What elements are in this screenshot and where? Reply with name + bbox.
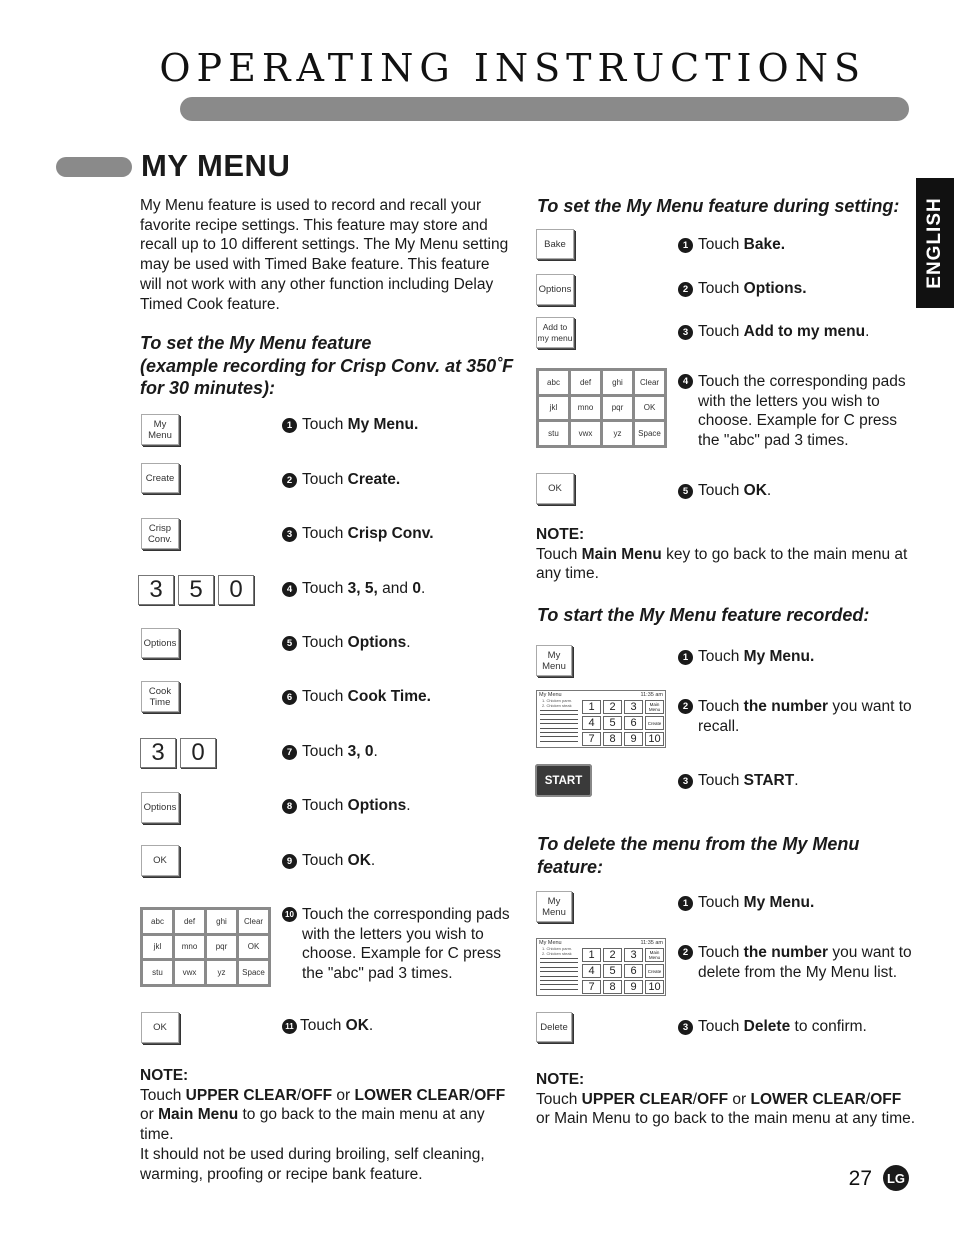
key-jkl[interactable]: jkl bbox=[143, 936, 172, 959]
number-keys-30 bbox=[140, 738, 216, 768]
key-ok[interactable]: OK bbox=[635, 397, 664, 420]
screen-time: 11:35 am bbox=[640, 692, 663, 698]
add-to-my-menu-button[interactable]: Add to my menu bbox=[536, 317, 574, 348]
recall-3-button[interactable]: 3 bbox=[624, 948, 643, 962]
key-vwx[interactable]: vwx bbox=[571, 422, 600, 445]
right-heading-1: To set the My Menu feature during setting: bbox=[537, 196, 900, 216]
right-heading-3: To delete the menu from the My Menu feature: bbox=[537, 834, 860, 877]
number-key-5[interactable]: 5 bbox=[178, 575, 214, 605]
lg-logo-icon: LG bbox=[883, 1165, 909, 1191]
my-menu-screen bbox=[536, 938, 666, 996]
my-menu-screen bbox=[536, 690, 666, 748]
key-space[interactable]: Space bbox=[239, 961, 268, 984]
key-abc[interactable]: abc bbox=[143, 910, 172, 933]
recall-4-button[interactable]: 4 bbox=[582, 964, 601, 978]
right-step-5: 5 Touch OK. bbox=[678, 481, 771, 501]
key-yz[interactable]: yz bbox=[207, 961, 236, 984]
recall-2-button[interactable]: 2 bbox=[603, 700, 622, 714]
page-number: 27 bbox=[848, 1167, 872, 1190]
recall-9-button[interactable]: 9 bbox=[624, 980, 643, 994]
screen-number-grid bbox=[582, 700, 664, 746]
right-step-1: 1 Touch Bake. bbox=[678, 235, 785, 255]
options-button[interactable]: Options bbox=[141, 792, 179, 823]
options-button[interactable]: Options bbox=[141, 628, 179, 658]
delete-button[interactable]: Delete bbox=[536, 1012, 572, 1042]
recall-6-button[interactable]: 6 bbox=[624, 964, 643, 978]
delete-step-2: 2 Touch the number you want to delete from the My Menu list. bbox=[678, 943, 914, 982]
start-step-3: 3 Touch START. bbox=[678, 771, 799, 791]
start-step-2: 2 Touch the number you want to recall. bbox=[678, 697, 914, 736]
section-title: MY MENU bbox=[141, 148, 291, 183]
my-menu-button[interactable]: My Menu bbox=[536, 891, 572, 922]
key-stu[interactable]: stu bbox=[539, 422, 568, 445]
left-step-2: 2 Touch Create. bbox=[282, 470, 400, 490]
main-menu-button[interactable]: Main Menu bbox=[645, 700, 664, 714]
number-key-0[interactable]: 0 bbox=[180, 738, 216, 768]
key-ok[interactable]: OK bbox=[239, 936, 268, 959]
key-clear[interactable]: Clear bbox=[635, 371, 664, 394]
my-menu-button[interactable]: My Menu bbox=[141, 414, 179, 445]
left-step-1: 1 Touch My Menu. bbox=[282, 415, 418, 435]
key-def[interactable]: def bbox=[571, 371, 600, 394]
screen-list-lines bbox=[540, 958, 578, 993]
key-clear[interactable]: Clear bbox=[239, 910, 268, 933]
recall-10-button[interactable]: 10 bbox=[645, 980, 664, 994]
recall-6-button[interactable]: 6 bbox=[624, 716, 643, 730]
ok-button[interactable]: OK bbox=[536, 473, 574, 504]
key-pqr[interactable]: pqr bbox=[603, 397, 632, 420]
create-button[interactable]: Create bbox=[141, 463, 179, 493]
cook-time-button[interactable]: Cook Time bbox=[141, 681, 179, 712]
key-yz[interactable]: yz bbox=[603, 422, 632, 445]
screen-title: My Menu bbox=[539, 692, 562, 698]
key-space[interactable]: Space bbox=[635, 422, 664, 445]
left-step-3: 3 Touch Crisp Conv. bbox=[282, 524, 434, 544]
recall-2-button[interactable]: 2 bbox=[603, 948, 622, 962]
recall-5-button[interactable]: 5 bbox=[603, 716, 622, 730]
right-note-1: NOTE: Touch Main Menu key to go back to the main menu at any time. bbox=[536, 526, 908, 583]
recall-9-button[interactable]: 9 bbox=[624, 732, 643, 746]
left-step-10: 10 Touch the corresponding pads with the letters you wish to choose. Example for C press the "abc" pad 3 times. bbox=[282, 905, 518, 984]
key-stu[interactable]: stu bbox=[143, 961, 172, 984]
key-mno[interactable]: mno bbox=[571, 397, 600, 420]
bake-button[interactable]: Bake bbox=[536, 229, 574, 259]
left-step-4: 4 Touch 3, 5, and 0. bbox=[282, 579, 425, 599]
number-keys-350 bbox=[138, 575, 254, 605]
create-button[interactable]: Create bbox=[645, 716, 664, 730]
recall-7-button[interactable]: 7 bbox=[582, 732, 601, 746]
right-step-4: 4 Touch the corresponding pads with the letters you wish to choose. Example for C press the "abc" pad 3 times. bbox=[678, 372, 914, 451]
header-title: OPERATING INSTRUCTIONS bbox=[159, 46, 866, 90]
key-ghi[interactable]: ghi bbox=[207, 910, 236, 933]
recall-7-button[interactable]: 7 bbox=[582, 980, 601, 994]
key-ghi[interactable]: ghi bbox=[603, 371, 632, 394]
letter-keypad bbox=[140, 907, 271, 987]
left-heading: To set the My Menu feature (example recording for Crisp Conv. at 350˚F for 30 minutes): bbox=[140, 333, 514, 398]
recall-8-button[interactable]: 8 bbox=[603, 980, 622, 994]
key-mno[interactable]: mno bbox=[175, 936, 204, 959]
number-key-0[interactable]: 0 bbox=[218, 575, 254, 605]
right-heading-2: To start the My Menu feature recorded: bbox=[537, 605, 870, 625]
screen-list: 1. Chicken parm. 2. Chicken steak bbox=[542, 698, 573, 708]
section-pill bbox=[56, 157, 132, 177]
right-note-2: NOTE: Touch UPPER CLEAR/OFF or LOWER CLEAR/OFF or Main Menu to go back to the main menu at any time. bbox=[536, 1071, 916, 1128]
delete-step-1: 1 Touch My Menu. bbox=[678, 893, 814, 913]
left-step-8: 8 Touch Options. bbox=[282, 796, 411, 816]
recall-8-button[interactable]: 8 bbox=[603, 732, 622, 746]
key-abc[interactable]: abc bbox=[539, 371, 568, 394]
right-step-3: 3 Touch Add to my menu. bbox=[678, 322, 869, 342]
left-step-11: 11 Touch OK. bbox=[282, 1016, 373, 1036]
screen-list: 1. Chicken parm. 2. Chicken steak bbox=[542, 946, 573, 956]
left-step-5: 5 Touch Options. bbox=[282, 633, 411, 653]
ok-button[interactable]: OK bbox=[141, 845, 179, 876]
right-step-2: 2 Touch Options. bbox=[678, 279, 807, 299]
header-bar bbox=[180, 97, 909, 121]
left-note: NOTE: Touch UPPER CLEAR/OFF or LOWER CLEAR/OFF or Main Menu to go back to the main menu at any time. It should not be used during broiling, self cleaning, warming, proofing or recipe bank feature. bbox=[140, 1067, 506, 1183]
key-pqr[interactable]: pqr bbox=[207, 936, 236, 959]
recall-10-button[interactable]: 10 bbox=[645, 732, 664, 746]
number-key-3[interactable]: 3 bbox=[138, 575, 174, 605]
left-step-9: 9 Touch OK. bbox=[282, 851, 375, 871]
left-step-7: 7 Touch 3, 0. bbox=[282, 742, 378, 762]
start-step-1: 1 Touch My Menu. bbox=[678, 647, 814, 667]
recall-1-button[interactable]: 1 bbox=[582, 700, 601, 714]
recall-1-button[interactable]: 1 bbox=[582, 948, 601, 962]
screen-title: My Menu bbox=[539, 940, 562, 946]
delete-step-3: 3 Touch Delete to confirm. bbox=[678, 1017, 867, 1037]
left-step-6: 6 Touch Cook Time. bbox=[282, 687, 431, 707]
main-menu-button[interactable]: Main Menu bbox=[645, 948, 664, 962]
key-def[interactable]: def bbox=[175, 910, 204, 933]
language-tab: ENGLISH bbox=[916, 178, 954, 308]
screen-number-grid bbox=[582, 948, 664, 994]
recall-3-button[interactable]: 3 bbox=[624, 700, 643, 714]
recall-4-button[interactable]: 4 bbox=[582, 716, 601, 730]
options-button[interactable]: Options bbox=[536, 274, 574, 305]
ok-button[interactable]: OK bbox=[141, 1012, 179, 1043]
screen-list-lines bbox=[540, 710, 578, 745]
key-vwx[interactable]: vwx bbox=[175, 961, 204, 984]
screen-time: 11:35 am bbox=[640, 940, 663, 946]
start-button[interactable]: START bbox=[535, 764, 592, 797]
crisp-conv-button[interactable]: Crisp Conv. bbox=[141, 518, 179, 549]
number-key-3[interactable]: 3 bbox=[140, 738, 176, 768]
create-button[interactable]: Create bbox=[645, 964, 664, 978]
intro-paragraph: My Menu feature is used to record and recall your favorite recipe settings. This feature may store and recall up to 10 different settings. The My Menu setting may be used with Timed Bake feature. This feature will not work with any other function including Delay Timed Cook feature. bbox=[140, 197, 509, 313]
my-menu-button[interactable]: My Menu bbox=[536, 645, 572, 676]
key-jkl[interactable]: jkl bbox=[539, 397, 568, 420]
letter-keypad bbox=[536, 368, 667, 448]
recall-5-button[interactable]: 5 bbox=[603, 964, 622, 978]
